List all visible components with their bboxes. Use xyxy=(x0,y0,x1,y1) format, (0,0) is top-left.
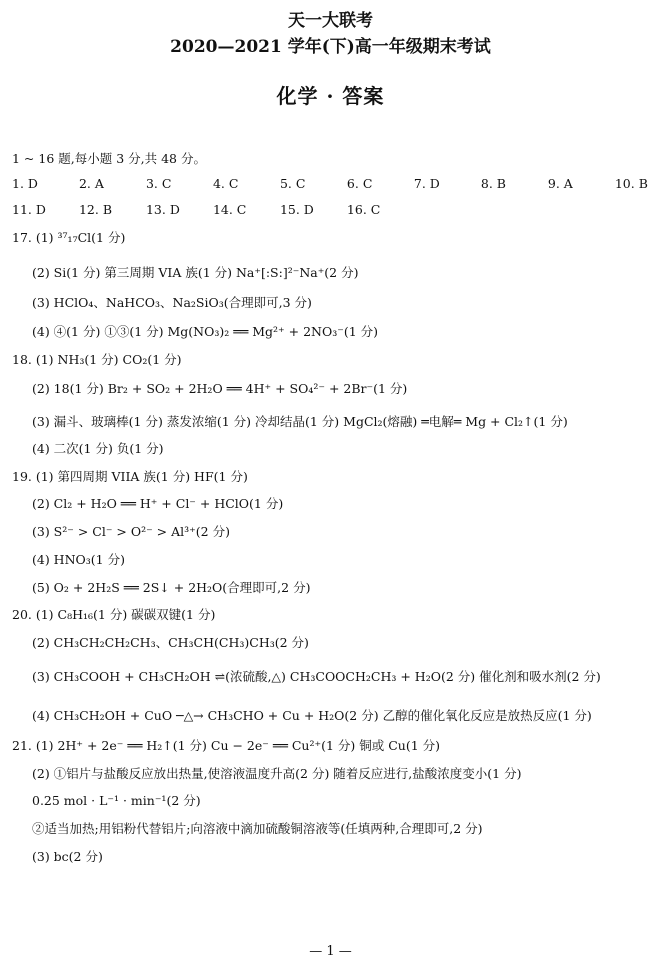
answer-item: 7. D xyxy=(413,176,440,191)
answer-item: 1. D xyxy=(12,176,38,191)
q21-part2: (2) ①铝片与盐酸反应放出热量,使溶液温度升高(2 分) 随着反应进行,盐酸浓度变小(1 分) xyxy=(32,766,522,781)
page-title-exam: 2020—2021 学年(下)高一年级期末考试 xyxy=(170,37,491,57)
answer-item: 8. B xyxy=(480,176,506,191)
q17-part2: (2) Si(1 分) 第三周期 VIA 族(1 分) Na⁺[:S:]²⁻Na⁺(2 分) xyxy=(32,265,359,280)
answer-item: 4. C xyxy=(212,176,239,191)
q18-part3: (3) 漏斗、玻璃棒(1 分) 蒸发浓缩(1 分) 冷却结晶(1 分) MgCl₂(熔融) ═电解═ Mg + Cl₂↑(1 分) xyxy=(32,414,568,429)
answer-item: 3. C xyxy=(145,176,172,191)
q21-part1: 21. (1) 2H⁺ + 2e⁻ ══ H₂↑(1 分) Cu − 2e⁻ ══ Cu²⁺(1 分) 铜或 Cu(1 分) xyxy=(12,738,441,753)
page-title-org: 天一大联考 xyxy=(288,11,373,31)
q18-part2: (2) 18(1 分) Br₂ + SO₂ + 2H₂O ══ 4H⁺ + SO₄²⁻ + 2Br⁻(1 分) xyxy=(32,381,408,396)
answer-item: 13. D xyxy=(145,202,180,217)
answer-item: 15. D xyxy=(279,202,314,217)
answer-item: 9. A xyxy=(547,176,573,191)
q17-part4: (4) ④(1 分) ①③(1 分) Mg(NO₃)₂ ══ Mg²⁺ + 2NO₃⁻(1 分) xyxy=(32,324,379,339)
page-title-subject: 化学 · 答案 xyxy=(276,84,385,108)
q17-part1: 17. (1) ³⁷₁₇Cl(1 分) xyxy=(12,230,126,245)
q17-part3: (3) HClO₄、NaHCO₃、Na₂SiO₃(合理即可,3 分) xyxy=(32,295,312,310)
page-number: — 1 — xyxy=(309,944,352,959)
q19-part5: (5) O₂ + 2H₂S ══ 2S↓ + 2H₂O(合理即可,2 分) xyxy=(32,580,311,595)
q19-part2: (2) Cl₂ + H₂O ══ H⁺ + Cl⁻ + HClO(1 分) xyxy=(32,496,284,511)
q19-part1: 19. (1) 第四周期 VIIA 族(1 分) HF(1 分) xyxy=(12,469,248,484)
answer-item: 10. B xyxy=(614,176,648,191)
intro-text: 1 ~ 16 题,每小题 3 分,共 48 分。 xyxy=(12,151,206,166)
q19-part3: (3) S²⁻ > Cl⁻ > O²⁻ > Al³⁺(2 分) xyxy=(32,524,230,539)
choice-row-1 xyxy=(12,175,661,193)
q21-part2-methods: ②适当加热;用铝粉代替铝片;向溶液中滴加硫酸铜溶液等(任填两种,合理即可,2 分) xyxy=(32,821,483,836)
choice-row-2 xyxy=(12,201,410,219)
answer-item: 12. B xyxy=(78,202,113,217)
q20-part3: (3) CH₃COOH + CH₃CH₂OH ⇌(浓硫酸,△) CH₃COOCH₂CH₃ + H₂O(2 分) 催化剂和吸水剂(2 分) xyxy=(32,669,601,684)
answer-item: 2. A xyxy=(78,176,104,191)
q20-part4: (4) CH₃CH₂OH + CuO ─△→ CH₃CHO + Cu + H₂O(2 分) 乙醇的催化氧化反应是放热反应(1 分) xyxy=(32,708,592,723)
q21-part3: (3) bc(2 分) xyxy=(32,849,103,864)
answer-item: 5. C xyxy=(279,176,306,191)
answer-item: 11. D xyxy=(12,202,46,217)
q20-part2: (2) CH₃CH₂CH₂CH₃、CH₃CH(CH₃)CH₃(2 分) xyxy=(32,635,309,650)
answer-item: 16. C xyxy=(346,202,381,217)
q19-part4: (4) HNO₃(1 分) xyxy=(32,552,125,567)
q18-part1: 18. (1) NH₃(1 分) CO₂(1 分) xyxy=(12,352,182,367)
q18-part4: (4) 二次(1 分) 负(1 分) xyxy=(32,441,164,456)
answer-item: 14. C xyxy=(212,202,247,217)
q20-part1: 20. (1) C₈H₁₆(1 分) 碳碳双键(1 分) xyxy=(12,607,216,622)
answer-item: 6. C xyxy=(346,176,373,191)
q21-part2-rate: 0.25 mol · L⁻¹ · min⁻¹(2 分) xyxy=(32,793,201,808)
